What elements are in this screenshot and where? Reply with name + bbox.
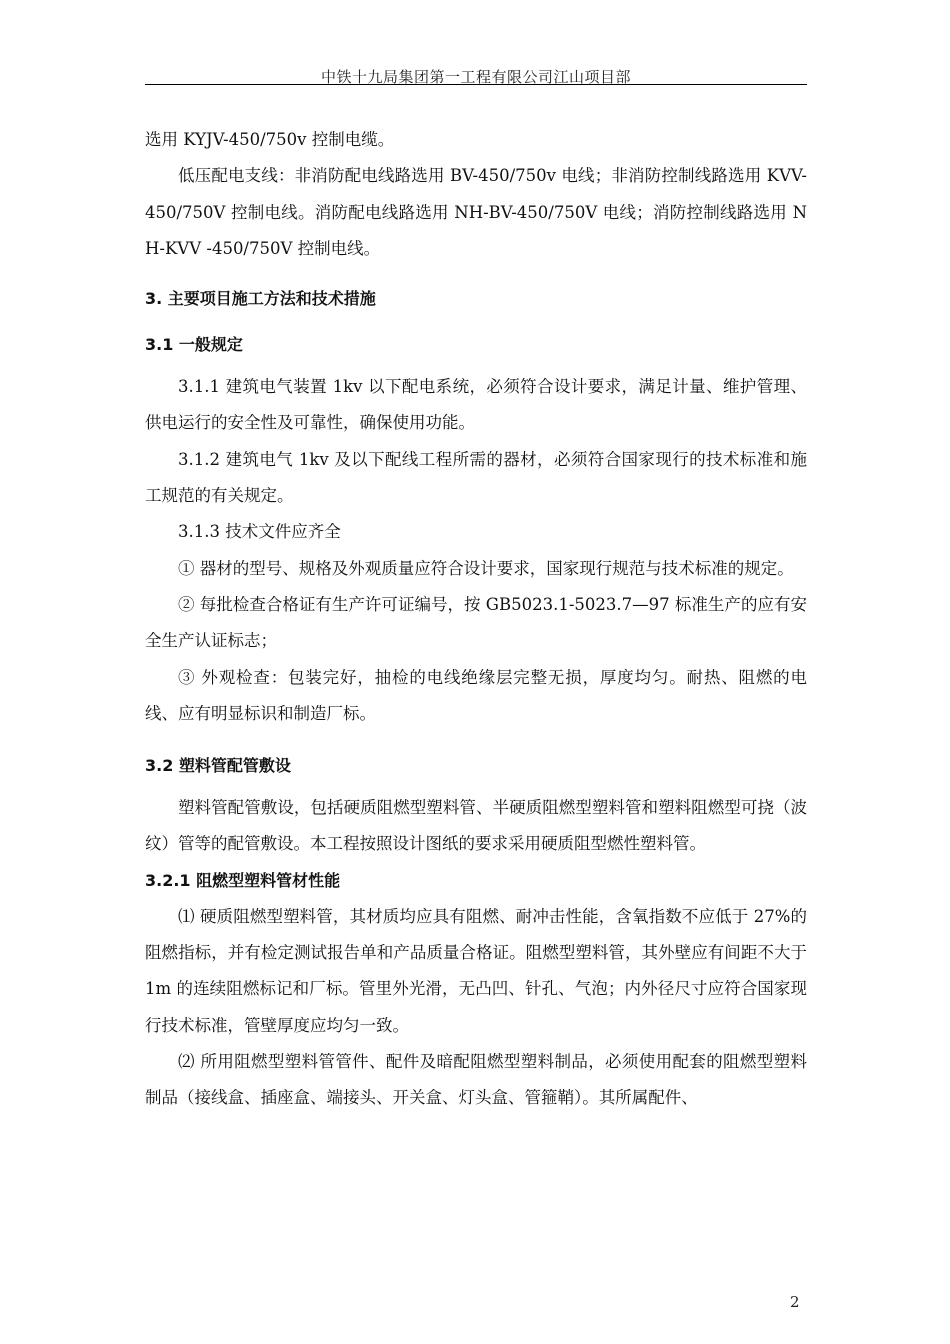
section-heading-3-2-1: 3.2.1 阻燃型塑料管材性能 — [145, 870, 341, 890]
paragraph-3-2: 塑料管配管敷设，包括硬质阻燃型塑料管、半硬质阻燃型塑料管和塑料阻燃型可挠（波纹）管等的配管敷设。本工程按照设计图纸的要求采用硬质阻型燃性塑料管。 — [145, 798, 807, 854]
paragraph-3-1-2: 3.1.2 建筑电气 1kv 及以下配线工程所需的器材，必须符合国家现行的技术标准和施工规范的有关规定。 — [145, 449, 807, 506]
document-body — [145, 122, 807, 1117]
paragraph-3-2-1-2: ⑵ 所用阻燃型塑料管管件、配件及暗配阻燃型塑料制品，必须使用配套的阻燃型塑料制品（接线盒、插座盒、端接头、开关盒、灯头盒、管箍鞘）。其所属配件、 — [145, 1051, 807, 1108]
header-divider — [145, 84, 807, 85]
list-item-1: ① 器材的型号、规格及外观质量应符合设计要求，国家现行规范与技术标准的规定。 — [178, 558, 794, 578]
section-heading-3-2: 3.2 塑料管配管敷设 — [145, 756, 291, 776]
paragraph-3-1-3: 3.1.3 技术文件应齐全 — [178, 522, 341, 542]
page-number: 2 — [790, 1293, 800, 1311]
paragraph-low-voltage-branch: 低压配电支线：非消防配电线路选用 BV-450/750v 电线；非消防控制线路选用 KVV-450/750V 控制电线。消防配电线路选用 NH-BV-450/750V 电线；消防控制线路选用 NH-KVV -450/750V 控制电线。 — [145, 166, 807, 258]
page-header: 中铁十九局集团第一工程有限公司江山项目部 — [320, 68, 631, 86]
paragraph-3-1-1: 3.1.1 建筑电气装置 1kv 以下配电系统，必须符合设计要求，满足计量、维护管理、供电运行的安全性及可靠性，确保使用功能。 — [145, 377, 807, 433]
section-heading-3: 3. 主要项目施工方法和技术措施 — [145, 289, 376, 309]
section-heading-3-1: 3.1 一般规定 — [145, 335, 243, 355]
list-item-3: ③ 外观检查：包装完好，抽检的电线绝缘层完整无损，厚度均匀。耐热、阻燃的电线、应有明显标识和制造厂标。 — [145, 667, 807, 723]
paragraph-3-2-1-1: ⑴ 硬质阻燃型塑料管，其材质均应具有阻燃、耐冲击性能，含氧指数不应低于 27%的阻燃指标，并有检定测试报告单和产品质量合格证。阻燃型塑料管，其外壁应有间距不大于 1m 的连续阻燃标记和厂标。管里外光滑，无凸凹、针孔、气泡；内外径尺寸应符合国家现行技术标准，管壁厚度应均匀一致。 — [145, 906, 807, 1035]
list-item-2: ② 每批检查合格证有生产许可证编号，按 GB5023.1-5023.7—97 标准生产的应有安全生产认证标志； — [145, 594, 807, 651]
paragraph-cable-selection: 选用 KYJV-450/750v 控制电缆。 — [145, 130, 395, 149]
